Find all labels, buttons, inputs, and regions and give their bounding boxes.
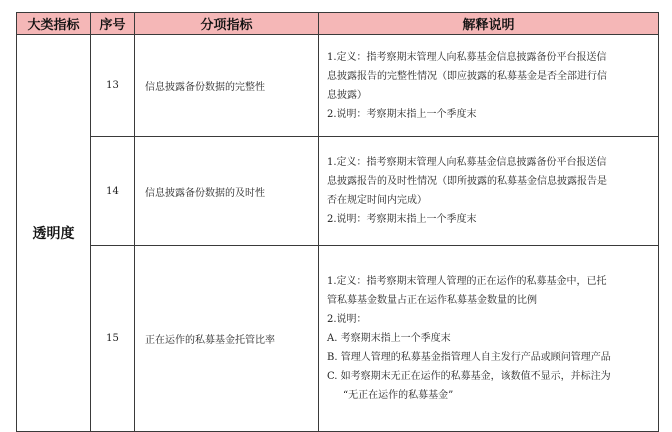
- explanation-line: 息披露报告的及时性情况（即所披露的私募基金信息披露报告是: [327, 176, 607, 187]
- explanation-line: 管私募基金数量占正在运作私募基金数量的比例: [327, 295, 537, 306]
- explanation-line: 2.说明：考察期末指上一个季度末: [327, 214, 477, 225]
- table-row: [17, 137, 659, 246]
- explanation-line: 1.定义：指考察期末管理人向私募基金信息披露备份平台报送信: [327, 157, 607, 168]
- explanation-line: C. 如考察期末无正在运作的私募基金，该数值不显示，并标注为: [327, 371, 611, 382]
- row-explanation: [319, 137, 659, 246]
- row-explanation: [319, 246, 659, 432]
- header-number: 序号: [91, 13, 135, 35]
- explanation-line: A. 考察期末指上一个季度末: [327, 333, 451, 344]
- row-explanation: [319, 35, 659, 137]
- row-item: 正在运作的私募基金托管比率: [135, 246, 319, 432]
- header-sub-indicator: 分项指标: [135, 13, 319, 35]
- explanation-line: 息披露）: [327, 89, 367, 101]
- row-item: 信息披露备份数据的及时性: [135, 137, 319, 246]
- table-row: [17, 246, 659, 432]
- explanation-line: 2.说明：: [327, 314, 367, 325]
- category-cell: 透明度: [17, 35, 91, 432]
- explanation-line: 息披露报告的完整性情况（即应披露的私募基金是否全部进行信: [327, 70, 607, 82]
- indicator-table: [16, 12, 659, 432]
- explanation-line: B. 管理人管理的私募基金指管理人自主发行产品或顾问管理产品: [327, 352, 611, 363]
- explanation-line: 1.定义：指考察期末管理人管理的正在运作的私募基金中，已托: [327, 276, 607, 287]
- header-category: 大类指标: [17, 13, 91, 35]
- explanation-line: 2.说明：考察期末指上一个季度末: [327, 108, 477, 120]
- row-number: 13: [91, 35, 135, 137]
- header-row: [17, 13, 659, 35]
- row-item: 信息披露备份数据的完整性: [135, 35, 319, 137]
- header-explanation: 解释说明: [319, 13, 659, 35]
- table-row: [17, 35, 659, 137]
- explanation-line: “无正在运作的私募基金”: [343, 390, 454, 401]
- row-number: 14: [91, 137, 135, 246]
- explanation-line: 否在规定时间内完成）: [327, 195, 427, 206]
- explanation-line: 1.定义：指考察期末管理人向私募基金信息披露备份平台报送信: [327, 51, 607, 63]
- row-number: 15: [91, 246, 135, 432]
